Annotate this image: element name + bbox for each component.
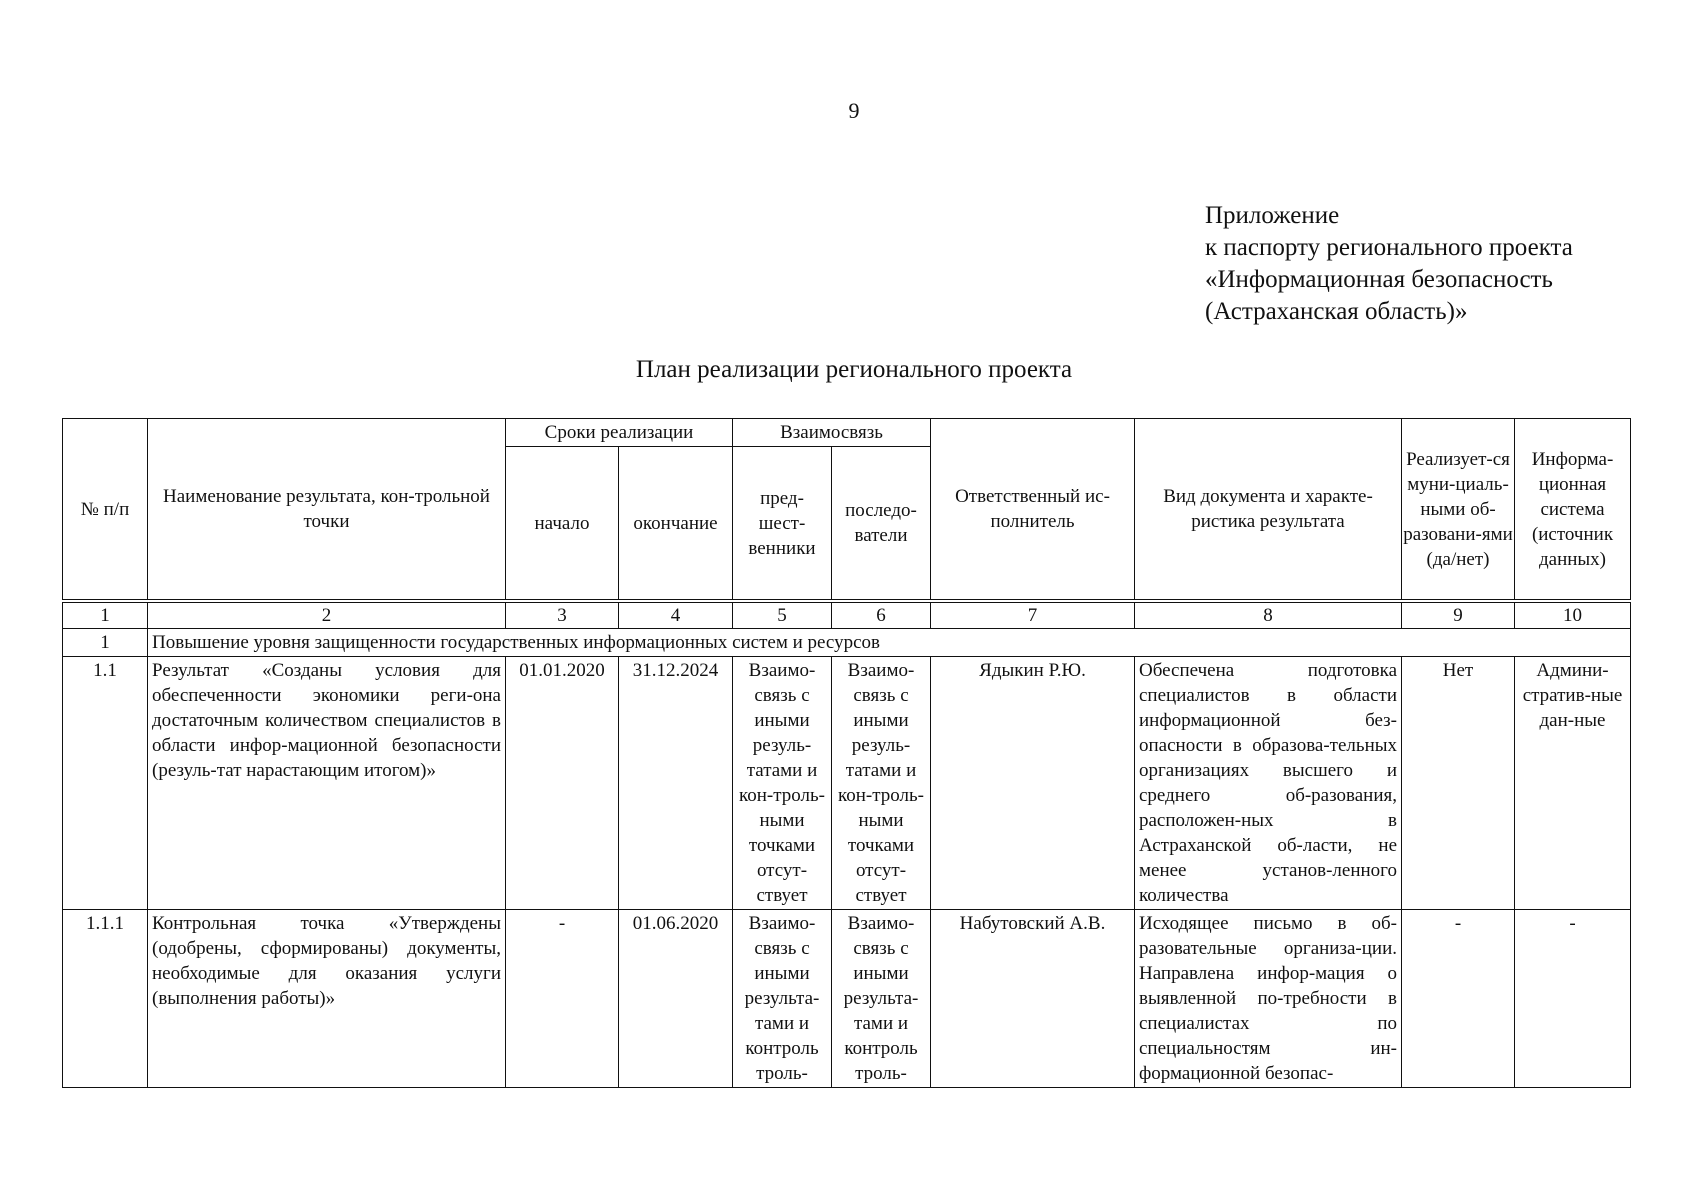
appendix-line: «Информационная безопасность bbox=[1205, 266, 1553, 293]
row-info-system: - bbox=[1515, 910, 1631, 1088]
row-successors: Взаимо-связь с иными результа-тами и контроль троль- bbox=[832, 910, 931, 1088]
section-row bbox=[63, 629, 1631, 657]
header-row-top bbox=[63, 419, 1631, 447]
row-successors: Взаимо-связь с иными резуль-татами и кон-троль-ными точками отсут-ствует bbox=[832, 657, 931, 910]
section-title: Повышение уровня защищенности государственных информационных систем и ресурсов bbox=[148, 629, 1631, 657]
row-doc: Исходящее письмо в об-разовательные организа-ции. Направлена инфор-мация о выявленной по-требности в специалистах по специальностям ин-формационной безопас- bbox=[1135, 910, 1402, 1088]
header-num: № п/п bbox=[63, 419, 148, 600]
column-number: 5 bbox=[733, 603, 832, 629]
header-end: окончание bbox=[619, 447, 733, 600]
row-doc: Обеспечена подготовка специалистов в области информационной без-опасности в образова-тельных организациях высшего и среднего об-разования, расположен-ных в Астраханской об-ласти, не менее установ-ленного количества bbox=[1135, 657, 1402, 910]
appendix-line: к паспорту регионального проекта bbox=[1205, 234, 1573, 261]
row-info-system: Админи-стратив-ные дан-ные bbox=[1515, 657, 1631, 910]
column-number: 4 bbox=[619, 603, 733, 629]
plan-title: План реализации регионального проекта bbox=[635, 356, 1073, 383]
row-name: Результат «Созданы условия для обеспеченности экономики реги-она достаточным количеством специалистов в области инфор-мационной безопасности (резуль-тат нарастающим итогом)» bbox=[148, 657, 506, 910]
appendix-line: (Астраханская область)» bbox=[1205, 298, 1468, 325]
header-successors: последо-ватели bbox=[832, 447, 931, 600]
column-number: 9 bbox=[1402, 603, 1515, 629]
header-responsible: Ответственный ис-полнитель bbox=[931, 419, 1135, 600]
header-municipal: Реализует-ся муни-циаль-ными об-разовани-ями (да/нет) bbox=[1402, 419, 1515, 600]
row-end: 01.06.2020 bbox=[619, 910, 733, 1088]
table-row bbox=[63, 657, 1631, 910]
appendix-block bbox=[1205, 200, 1573, 328]
table-row bbox=[63, 910, 1631, 1088]
column-number: 1 bbox=[63, 603, 148, 629]
row-num: 1.1 bbox=[63, 657, 148, 910]
row-name: Контрольная точка «Утверждены (одобрены, сформированы) документы, необходимые для оказания услуги (выполнения работы)» bbox=[148, 910, 506, 1088]
page-number: 9 bbox=[848, 98, 860, 123]
column-number: 10 bbox=[1515, 603, 1631, 629]
row-municipal: Нет bbox=[1402, 657, 1515, 910]
row-num: 1.1.1 bbox=[63, 910, 148, 1088]
row-responsible: Ядыкин Р.Ю. bbox=[931, 657, 1135, 910]
row-municipal: - bbox=[1402, 910, 1515, 1088]
column-number: 7 bbox=[931, 603, 1135, 629]
section-num: 1 bbox=[63, 629, 148, 657]
row-start: 01.01.2020 bbox=[506, 657, 619, 910]
row-end: 31.12.2024 bbox=[619, 657, 733, 910]
column-number: 6 bbox=[832, 603, 931, 629]
column-number-row bbox=[63, 603, 1631, 629]
header-predecessors: пред-шест-венники bbox=[733, 447, 832, 600]
header-doc-type: Вид документа и характе-ристика результата bbox=[1135, 419, 1402, 600]
row-responsible: Набутовский А.В. bbox=[931, 910, 1135, 1088]
row-start: - bbox=[506, 910, 619, 1088]
header-start: начало bbox=[506, 447, 619, 600]
column-number: 3 bbox=[506, 603, 619, 629]
header-info-system: Информа-ционная система (источник данных) bbox=[1515, 419, 1631, 600]
row-predecessors: Взаимо-связь с иными резуль-татами и кон-троль-ными точками отсут-ствует bbox=[733, 657, 832, 910]
row-predecessors: Взаимо-связь с иными результа-тами и контроль троль- bbox=[733, 910, 832, 1088]
header-deadlines: Сроки реализации bbox=[506, 419, 733, 447]
plan-table bbox=[62, 418, 1631, 1088]
header-name: Наименование результата, кон-трольной точки bbox=[148, 419, 506, 600]
appendix-line: Приложение bbox=[1205, 202, 1340, 229]
header-relations: Взаимосвязь bbox=[733, 419, 931, 447]
column-number: 2 bbox=[148, 603, 506, 629]
column-number: 8 bbox=[1135, 603, 1402, 629]
